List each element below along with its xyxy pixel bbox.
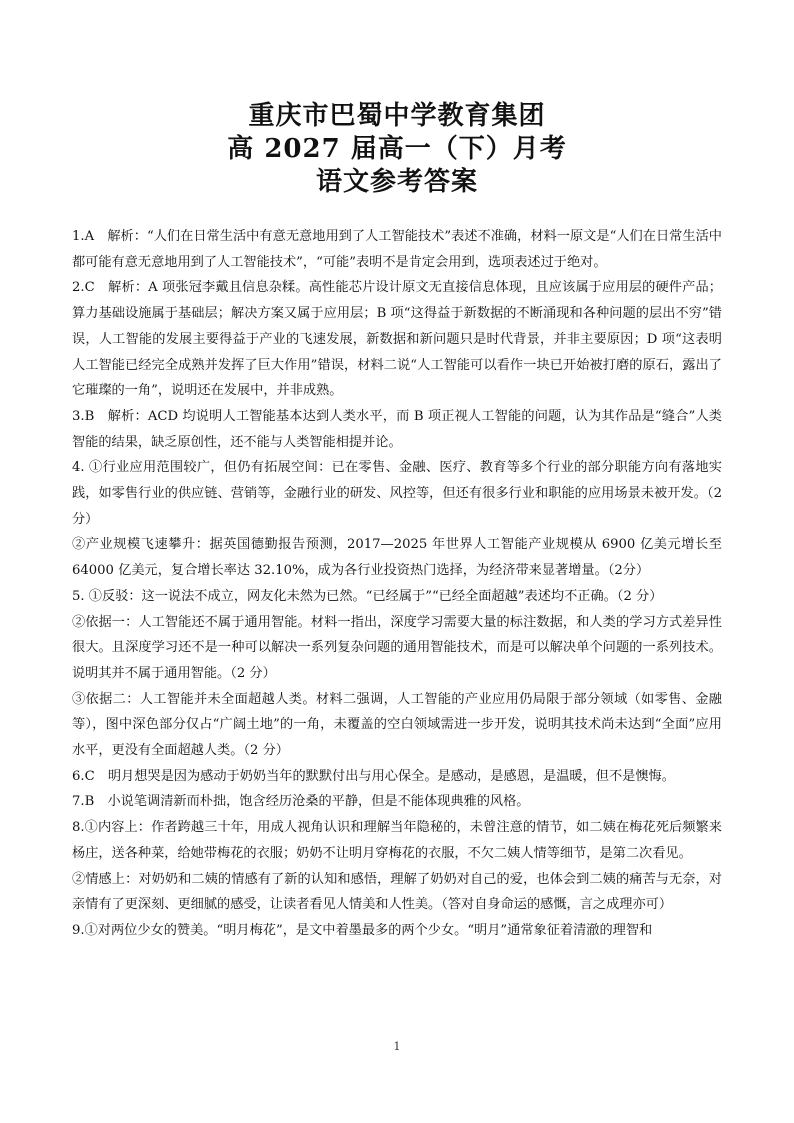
exam-title: 高 2027 届高一（下）月考: [227, 134, 567, 164]
answer-2: 2.C 解析：A 项张冠李戴且信息杂糅。高性能芯片设计原文无直接信息体现，且应该属于应用层的硬件产品；算力基础设施属于基础层；解决方案又属于应用层；B 项“这得益于新数据的不断涌现和各种问题的层出不穷”错误，人工智能的发展主要得益于产业的飞速发展，新数据和新问题只是时代背景，并非主要原因；D 项“这表明人工智能已经完全成熟并发挥了巨大作用”错误，材料二说“人工智能可以看作一块已开始被打磨的原石，露出了它璀璨的一角”，说明还在发展中，并非成熟。: [72, 280, 722, 399]
answer-5-point-2: ②依据一：人工智能还不属于通用智能。材料一指出，深度学习需要大量的标注数据，和人类的学习方式差异性很大。且深度学习还不是一种可以解决一系列复杂问题的通用智能技术，而是可以解决单个问题的一系列技术。说明其并不属于通用智能。（2 分）: [72, 614, 722, 681]
answer-5-point-1: 5. ①反驳：这一说法不成立，网友化未然为已然。“已经属于”“已经全面超越”表述均不正确。（2 分）: [72, 588, 663, 604]
answer-9-point-1: 9.①对两位少女的赞美。“明月梅花”，是文中着墨最多的两个少女。“明月”通常象征着清澈的理智和: [72, 922, 653, 938]
page-number: 1: [393, 1040, 401, 1053]
school-title: 重庆市巴蜀中学教育集团: [248, 101, 546, 131]
answer-content: [72, 224, 722, 944]
answer-5-point-3: ③依据二：人工智能并未全面超越人类。材料二强调，人工智能的产业应用仍局限于部分领域（如零售、金融等），图中深色部分仅占“广阔土地”的一角，未覆盖的空白领域需进一步开发，说明其技术尚未达到“全面”应用水平，更没有全面超越人类。（2 分）: [72, 691, 722, 759]
answer-6: 6.C 明月想哭是因为感动于奶奶当年的默默付出与用心保全。是感动，是感恩，是温暖，但不是懊悔。: [72, 768, 675, 784]
answer-key-title: 语文参考答案: [315, 167, 478, 197]
answer-3: 3.B 解析：ACD 均说明人工智能基本达到人类水平，而 B 项正视人工智能的问题，认为其作品是“缝合”人类智能的结果，缺乏原创性，还不能与人类智能相提并论。: [72, 408, 722, 450]
answer-8-point-2: ②情感上：对奶奶和二姨的情感有了新的认知和感悟，理解了奶奶对自己的爱，也体会到二姨的痛苦与无奈，对亲情有了更深刻、更细腻的感受，让读者看见人情美和人性美。（答对自身命运的感慨，言之成理亦可）: [72, 871, 722, 913]
answer-4-point-2: ②产业规模飞速攀升：据英国德勤报告预测，2017—2025 年世界人工智能产业规模从 6900 亿美元增长至 64000 亿美元，复合增长率达 32.10%，成为各行业投资热门选择，为经济带来显著增量。（2分）: [72, 537, 722, 579]
answer-7: 7.B 小说笔调清新而朴拙，饱含经历沧桑的平静，但是不能体现典雅的风格。: [72, 794, 530, 810]
answer-1: 1.A 解析：“人们在日常生活中有意无意地用到了人工智能技术”表述不准确，材料一原文是“人们在日常生活中都可能有意无意地用到了人工智能技术”，“可能”表明不是肯定会用到，选项表述过于绝对。: [72, 229, 722, 270]
answer-4-point-1: 4. ①行业应用范围较广，但仍有拓展空间：已在零售、金融、医疗、教育等多个行业的部分职能方向有落地实践，如零售行业的供应链、营销等，金融行业的研发、风控等，但还有很多行业和职能的应用场景未被开发。（2 分）: [72, 460, 722, 527]
answer-8-point-1: 8.①内容上：作者跨越三十年，用成人视角认识和理解当年隐秘的，未曾注意的情节，如二姨在梅花死后频繁来杨庄，送各种菜，给她带梅花的衣服；奶奶不让明月穿梅花的衣服，不欠二姨人情等细节，是第二次看见。: [72, 820, 722, 861]
title-block: [0, 100, 794, 199]
